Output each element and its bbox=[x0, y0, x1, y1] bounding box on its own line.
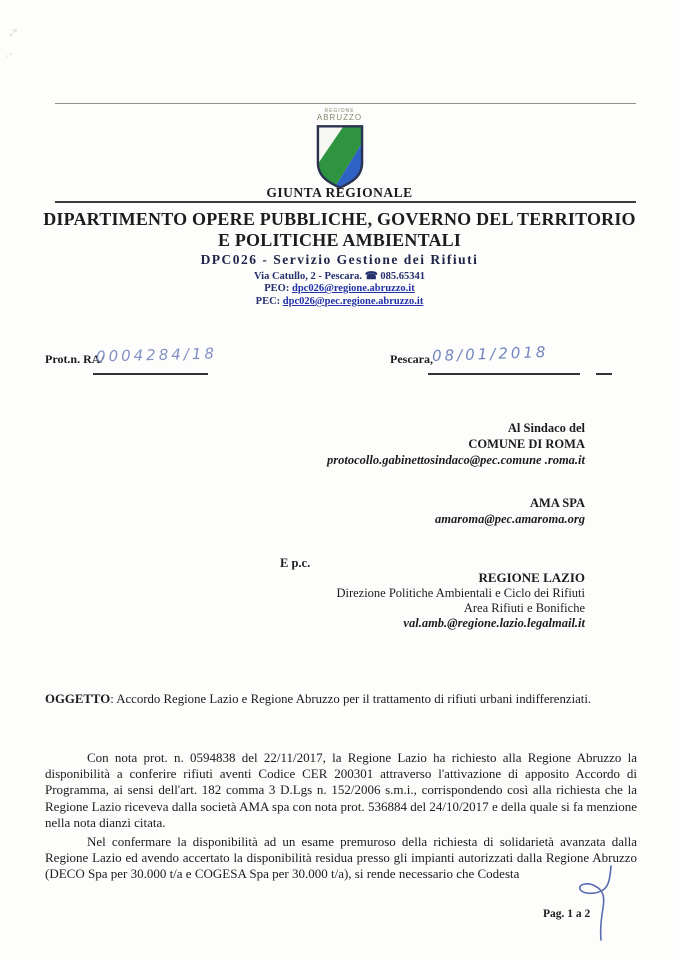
recipient-ama-email: amaroma@pec.amaroma.org bbox=[435, 512, 585, 526]
date-underline-short bbox=[596, 373, 612, 375]
protocol-label: Prot.n. RA/ bbox=[45, 352, 104, 366]
pencil-mark: ·‚ bbox=[3, 50, 15, 60]
subject-line bbox=[45, 692, 637, 707]
header-bottom-rule bbox=[55, 201, 636, 203]
department-title-line1: DIPARTIMENTO OPERE PUBBLICHE, GOVERNO DEL TERRITORIO bbox=[43, 209, 636, 229]
address-text: Via Catullo, 2 - Pescara. bbox=[253, 271, 363, 282]
cc-label: E p.c. bbox=[280, 556, 311, 570]
cc-direzione-line: Direzione Politiche Ambientali e Ciclo dei Rifiuti bbox=[336, 586, 585, 600]
giunta-regionale-heading: GIUNTA REGIONALE bbox=[266, 185, 413, 200]
crest-caption-abruzzo: ABRUZZO bbox=[316, 113, 363, 122]
protocol-underline bbox=[93, 373, 208, 375]
date-handwritten: 08/01/2018 bbox=[431, 342, 549, 366]
cc-email: val.amb.@regione.lazio.legalmail.it bbox=[403, 616, 585, 630]
page-number: Pag. 1 a 2 bbox=[543, 908, 591, 920]
phone-icon: ☎ bbox=[364, 271, 378, 282]
body-paragraph-1: Con nota prot. n. 0594838 del 22/11/2017, la Regione Lazio ha richiesto alla Regione Abruzzo la disponibilità a conferire rifiuti aventi Codice CER 200301 attraverso l'attivazione di apposito Accordo di Programma, ai sensi dell'art. 182 comma 3 D.Lgs n. 152/2006 s.m.i., corrispondendo così alla richiesta che la Regione Lazio riceveva dalla società AMA spa con nota prot. 536884 del 24/10/2017 e della quale si fa menzione nella nota dianzi citata. bbox=[45, 750, 637, 830]
subject-text: : Accordo Regione Lazio e Regione Abruzzo per il trattamento di rifiuti urbani indifferenziati. bbox=[110, 692, 592, 706]
recipient-ama-spa: AMA SPA bbox=[530, 496, 585, 510]
peo-row bbox=[0, 283, 679, 294]
recipient-comune-roma: COMUNE DI ROMA bbox=[468, 437, 585, 451]
cc-regione-lazio: REGIONE LAZIO bbox=[478, 570, 585, 585]
header-top-rule bbox=[55, 103, 636, 104]
recipient-comune-roma-email: protocollo.gabinettosindaco@pec.comune .roma.it bbox=[327, 453, 585, 467]
cc-area-line: Area Rifiuti e Bonifiche bbox=[463, 601, 585, 615]
recipient-sindaco-line: Al Sindaco del bbox=[507, 421, 585, 435]
body-paragraph-2: Nel confermare la disponibilità ad un esame premuroso della richiesta di solidarietà avanzata dalla Regione Lazio ed avendo accertato la disponibilità residua presso gli impianti autorizzati dalla Regione Abruzzo (DECO Spa per 30.000 t/a e COGESA Spa per 30.000 t/a), si rende necessario che Codesta bbox=[45, 834, 637, 882]
service-name: DPC026 - Servizio Gestione dei Rifiuti bbox=[200, 252, 479, 267]
crest-caption-regione: REGIONE bbox=[324, 108, 355, 114]
handwritten-initial-mark bbox=[570, 862, 622, 944]
pencil-mark: „» bbox=[6, 25, 20, 39]
department-title-line2: E POLITICHE AMBIENTALI bbox=[217, 230, 462, 250]
subject-label: OGGETTO bbox=[45, 692, 111, 706]
phone-number: 085.65341 bbox=[380, 271, 426, 282]
address-line bbox=[0, 270, 679, 282]
peo-label: PEO: bbox=[264, 283, 290, 294]
place-label: Pescara, bbox=[390, 352, 433, 366]
protocol-number-handwritten: 0004284/18 bbox=[95, 344, 218, 366]
pec-label: PEC: bbox=[255, 296, 281, 307]
pec-email-link: dpc026@pec.regione.abruzzo.it bbox=[282, 296, 424, 307]
pec-row bbox=[0, 296, 679, 307]
crest-caption bbox=[0, 108, 679, 121]
regione-abruzzo-crest-icon bbox=[316, 124, 364, 190]
peo-email-link: dpc026@regione.abruzzo.it bbox=[291, 283, 415, 294]
date-underline bbox=[428, 373, 580, 375]
